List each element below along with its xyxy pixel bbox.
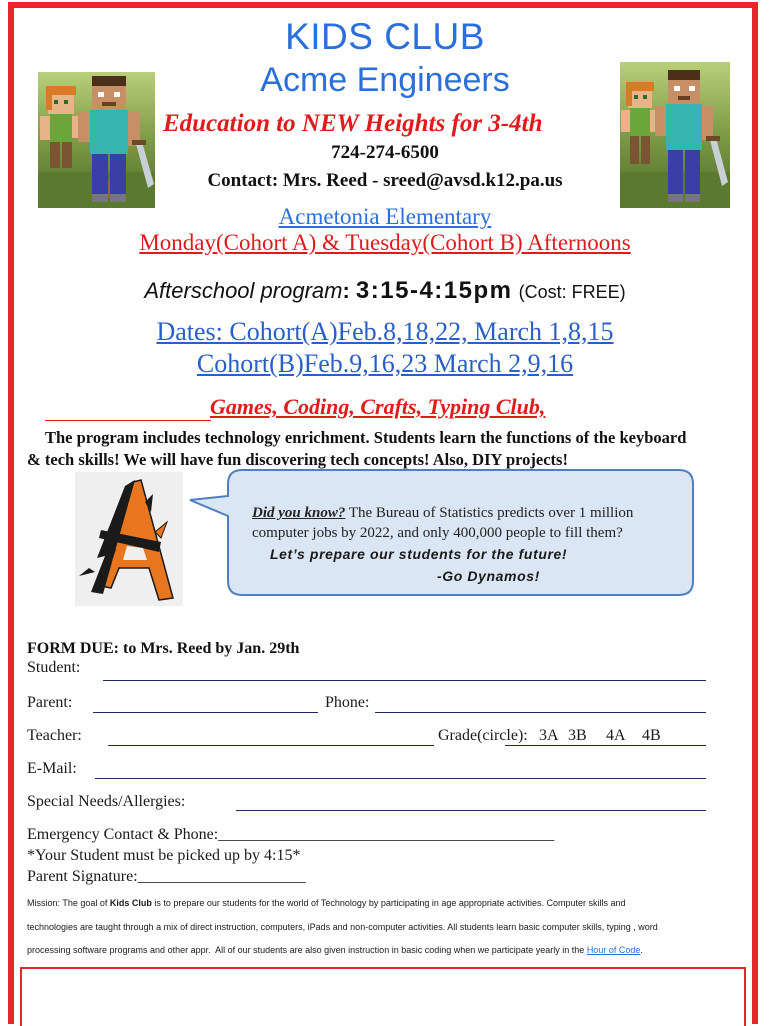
schedule-line: Monday(Cohort A) & Tuesday(Cohort B) Afternoons — [139, 230, 631, 255]
parent-field[interactable] — [93, 712, 318, 713]
program-separator: : — [342, 278, 350, 303]
callout-line-1 — [252, 506, 633, 521]
mission-club-name: Kids Club — [109, 898, 152, 908]
phone-field[interactable] — [375, 712, 706, 713]
contact-line: Contact: Mrs. Reed - sreed@avsd.k12.pa.us — [207, 170, 563, 191]
callout-line-2: computer jobs by 2022, and only 400,000 people to fill them? — [252, 525, 623, 541]
grade-option-4b[interactable]: 4B — [642, 727, 661, 744]
pickup-note: *Your Student must be picked up by 4:15* — [27, 847, 301, 864]
parent-label: Parent: — [27, 694, 73, 711]
description-line-1: The program includes technology enrichment. Students learn the functions of the keyboard — [45, 428, 687, 447]
grade-option-3a[interactable]: 3A — [539, 727, 559, 744]
program-time: 3:15-4:15pm — [355, 277, 513, 304]
page-title: KIDS CLUB — [285, 16, 485, 57]
mission-line-3-end: . — [640, 945, 643, 955]
callout-signoff: -Go Dynamos! — [437, 568, 540, 584]
student-label: Student: — [27, 659, 81, 676]
activities-rule — [45, 420, 211, 421]
phone-label: Phone: — [325, 694, 370, 711]
mission-line-1 — [27, 899, 625, 908]
school-name: Acmetonia Elementary — [278, 204, 492, 229]
needs-field[interactable] — [236, 810, 706, 811]
footer-box — [20, 967, 746, 1026]
mission-line-3 — [27, 946, 643, 955]
mission-line-3-text: processing software programs and other appr. All of our students are also given instruction in basic coding when we participate yearly in the — [27, 945, 587, 955]
club-subtitle: Acme Engineers — [260, 61, 510, 99]
hour-of-code-link[interactable]: Hour of Code — [586, 945, 641, 955]
emergency-contact-field[interactable]: Emergency Contact & Phone:__________________________________________ — [27, 826, 555, 843]
mission-prefix: Mission: The goal of — [27, 898, 110, 908]
description-line-2: & tech skills! We will have fun discovering tech concepts! Also, DIY projects! — [27, 450, 568, 469]
grade-label: Grade(circle): — [438, 727, 528, 744]
email-field[interactable] — [95, 778, 706, 779]
grade-option-4a[interactable]: 4A — [606, 727, 626, 744]
dynamos-a-logo-icon — [75, 472, 183, 606]
student-field[interactable] — [103, 680, 706, 681]
mission-line-2: technologies are taught through a mix of direct instruction, computers, iPads and non-computer activities. All students learn basic computer skills, typing , word — [27, 922, 658, 932]
email-label: E-Mail: — [27, 760, 77, 777]
teacher-label: Teacher: — [27, 727, 82, 744]
tagline: Education to NEW Heights for 3-4th — [163, 110, 543, 137]
parent-signature-field[interactable]: Parent Signature:_____________________ — [27, 868, 306, 885]
grade-option-3b[interactable]: 3B — [568, 727, 587, 744]
contact-phone: 724-274-6500 — [331, 142, 439, 163]
callout-text-1: The Bureau of Statistics predicts over 1 million — [348, 505, 634, 521]
program-cost: (Cost: FREE) — [518, 282, 626, 302]
teacher-field[interactable] — [108, 745, 434, 746]
callout-lead: Did you know? — [252, 505, 346, 521]
activities-line: Games, Coding, Crafts, Typing Club, — [210, 394, 546, 419]
form-due: FORM DUE: to Mrs. Reed by Jan. 29th — [27, 640, 300, 657]
program-line — [0, 279, 770, 303]
callout-slogan: Let’s prepare our students for the future! — [270, 546, 568, 562]
dynamos-logo — [75, 472, 183, 606]
dates-cohort-a: Dates: Cohort(A)Feb.8,18,22, March 1,8,15 — [156, 317, 614, 346]
needs-label: Special Needs/Allergies: — [27, 793, 186, 810]
program-label: Afterschool program — [144, 278, 343, 303]
dates-cohort-b: Cohort(B)Feb.9,16,23 March 2,9,16 — [196, 349, 574, 378]
grade-field[interactable] — [505, 745, 706, 746]
mission-suffix: is to prepare our students for the world of Technology by participating in age appropriate activities. Computer skills and — [151, 898, 626, 908]
